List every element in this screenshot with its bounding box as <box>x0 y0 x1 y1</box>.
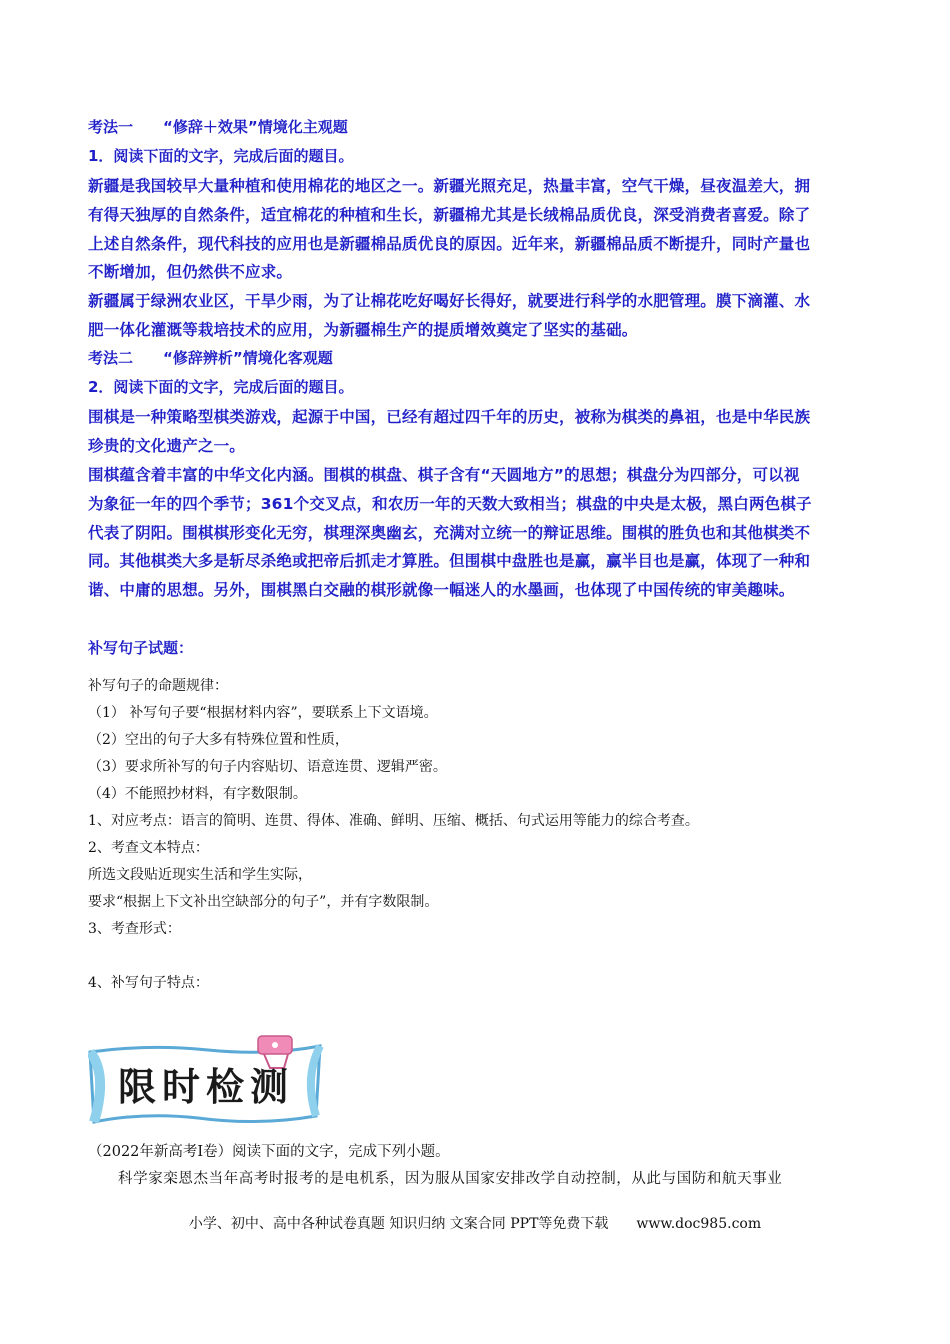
section2-title: “修辞辨析”情境化客观题 <box>163 349 333 367</box>
rule-line: 4、补写句子特点： <box>88 975 209 991</box>
section2-question: 2．阅读下面的文字，完成后面的题目。 <box>88 378 354 396</box>
buxie-rules <box>88 673 868 997</box>
section1-title: “修辞＋效果”情境化主观题 <box>163 118 348 136</box>
rule-line: （4）不能照抄材料，有字数限制。 <box>88 786 307 802</box>
section2-label: 考法二 <box>88 349 134 367</box>
rule-line: （3）要求所补写的句子内容贴切、语意连贯、逻辑严密。 <box>88 759 447 775</box>
page-footer <box>0 1213 950 1233</box>
paragraph-line: 新疆属于绿洲农业区，干旱少雨，为了让棉花吃好喝好长得好，就要进行科学的水肥管理。膜下滴灌、水 <box>88 292 811 310</box>
section1-heading <box>88 117 348 137</box>
paragraph-line: 为象征一年的四个季节；361个交叉点，和农历一年的天数大致相当；棋盘的中央是太极，黑白两色棋子 <box>88 494 812 513</box>
section2-heading <box>88 348 333 368</box>
rule-line: 所选文段贴近现实生活和学生实际， <box>88 867 312 883</box>
paragraph-line: 珍贵的文化遗产之一。 <box>88 436 246 455</box>
buxie-title: 补写句子试题： <box>88 639 194 657</box>
section1-paragraph-1 <box>88 172 863 287</box>
banner-title: 限时检测 <box>118 1065 295 1109</box>
paragraph-line: 不断增加，但仍然供不应求。 <box>88 263 293 282</box>
rule-line: 2、考查文本特点： <box>88 840 209 856</box>
rule-line: 要求“根据上下文补出空缺部分的句子”，并有字数限制。 <box>88 894 439 910</box>
section1-paragraph-2 <box>88 287 863 345</box>
rule-line: （2）空出的句子大多有特殊位置和性质， <box>88 732 349 748</box>
paragraph-line: 新疆是我国较早大量种植和使用棉花的地区之一。新疆光照充足，热量丰富，空气干燥，昼夜温差大，拥 <box>88 177 811 195</box>
paragraph-line: 围棋蕴含着丰富的中华文化内涵。围棋的棋盘、棋子含有“天圆地方”的思想；棋盘分为四部分，可以视 <box>88 466 800 484</box>
footer-url[interactable]: www.doc985.com <box>636 1216 762 1232</box>
rule-line: 3、考查形式： <box>88 921 181 937</box>
section2-paragraph-2 <box>88 461 863 605</box>
paragraph-line: 代表了阴阳。围棋棋形变化无穷，棋理深奥幽玄，充满对立统一的辩证思维。围棋的胜负也和其他棋类不 <box>88 523 811 542</box>
paragraph-line: 谐、中庸的思想。另外，围棋黑白交融的棋形就像一幅迷人的水墨画，也体现了中国传统的审美趣味。 <box>88 581 795 600</box>
paragraph-line: 同。其他棋类大多是斩尽杀绝或把帝后抓走才算胜。但围棋中盘胜也是赢，赢半目也是赢，体现了一种和 <box>88 552 811 571</box>
section2-paragraph-1 <box>88 403 863 461</box>
rule-line: （1） 补写句子要“根据材料内容”，要联系上下文语境。 <box>88 705 438 721</box>
paragraph-line: 有得天独厚的自然条件，适宜棉花的种植和生长，新疆棉尤其是长绒棉品质优良，深受消费者喜爱。除了 <box>88 205 811 224</box>
paragraph-line: 围棋是一种策略型棋类游戏，起源于中国，已经有超过四千年的历史，被称为棋类的鼻祖，也是中华民族 <box>88 408 811 426</box>
paragraph-line: 上述自然条件，现代科技的应用也是新疆棉品质优良的原因。近年来，新疆棉品质不断提升，同时产量也 <box>88 234 811 253</box>
rule-line: 1、对应考点：语言的简明、连贯、得体、准确、鲜明、压缩、概括、句式运用等能力的综合考查。 <box>88 813 699 829</box>
exam-passage: 科学家栾恩杰当年高考时报考的是电机系，因为服从国家安排改学自动控制，从此与国防和航天事业 <box>118 1171 783 1187</box>
rule-line: 补写句子的命题规律： <box>88 678 228 694</box>
section1-label: 考法一 <box>88 118 134 136</box>
paragraph-line: 肥一体化灌溉等栽培技术的应用，为新疆棉生产的提质增效奠定了坚实的基础。 <box>88 320 638 339</box>
section1-question: 1．阅读下面的文字，完成后面的题目。 <box>88 147 354 165</box>
footer-text: 小学、初中、高中各种试卷真题 知识归纳 文案合同 PPT等免费下载 <box>188 1216 609 1232</box>
exam-intro: （2022年新高考I卷）阅读下面的文字，完成下列小题。 <box>88 1144 450 1160</box>
